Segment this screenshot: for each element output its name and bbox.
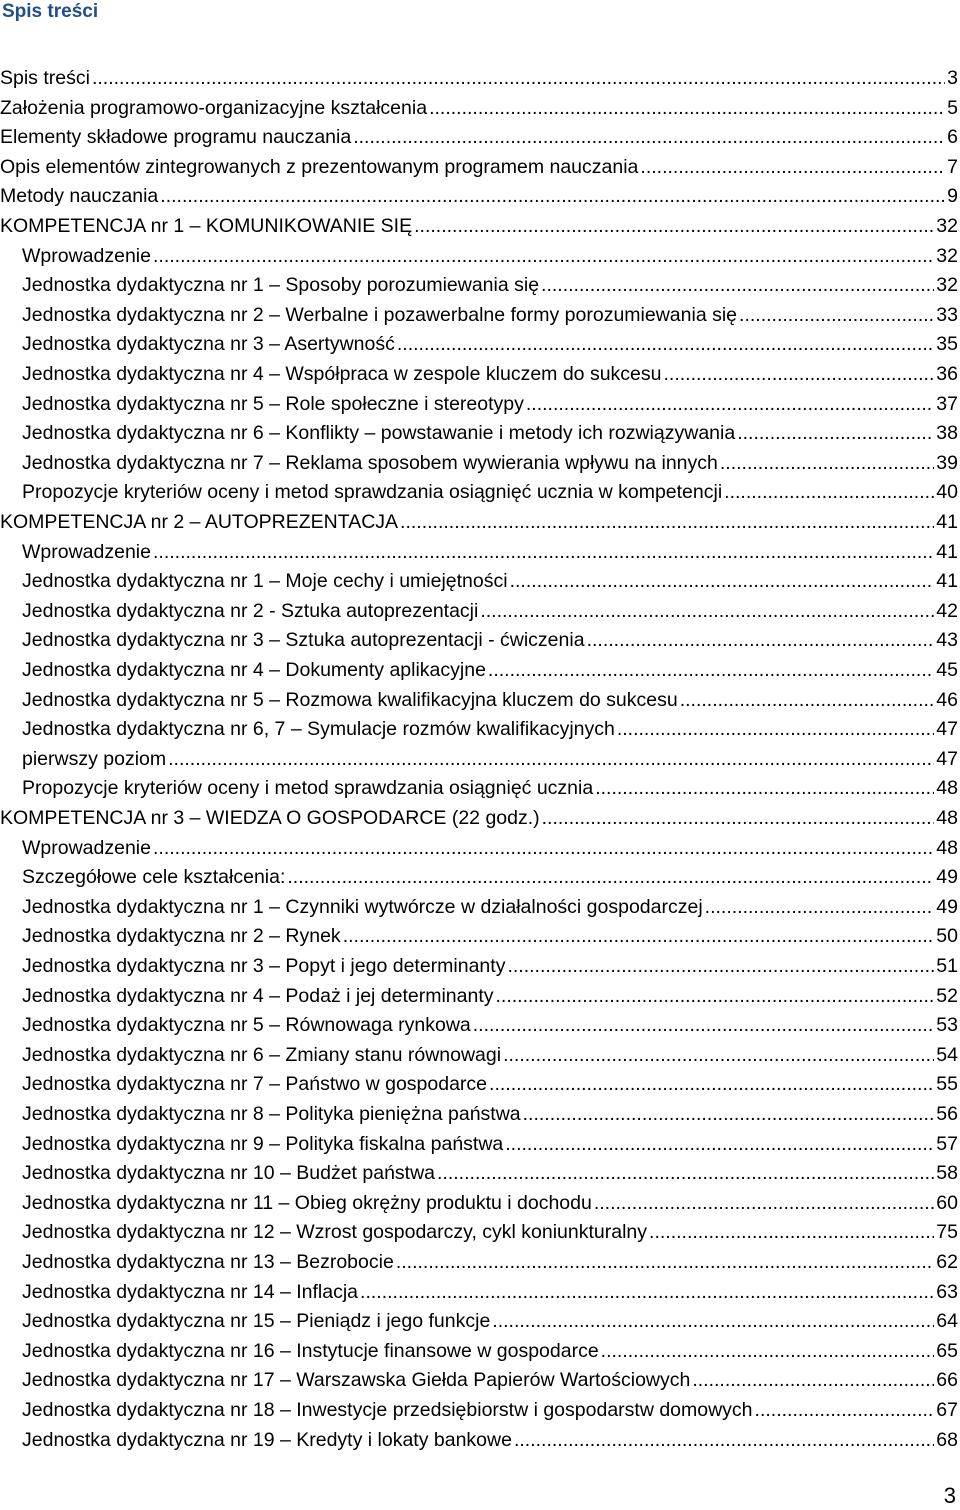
toc-dot-leader <box>755 1398 935 1422</box>
toc-entry-title: Jednostka dydaktyczna nr 17 – Warszawska Giełda Papierów Wartościowych <box>22 1369 691 1392</box>
toc-dot-leader <box>153 540 934 564</box>
toc-entry-title: KOMPETENCJA nr 1 – KOMUNIKOWANIE SIĘ <box>0 215 413 237</box>
toc-entry-title: Spis treści <box>0 67 90 89</box>
toc-entry[interactable] <box>0 1007 958 1037</box>
toc-entry[interactable] <box>0 1185 958 1215</box>
toc-entry[interactable] <box>0 1096 958 1126</box>
toc-entry-title: Jednostka dydaktyczna nr 4 – Współpraca w zespole kluczem do sukcesu <box>22 363 662 385</box>
toc-entry-page: 49 <box>936 866 958 889</box>
toc-dot-leader <box>507 954 934 978</box>
toc-dot-leader <box>737 421 934 445</box>
toc-dot-leader <box>400 510 934 534</box>
toc-dot-leader <box>514 1428 934 1452</box>
toc-entry-page: 68 <box>936 1428 958 1451</box>
toc-entry-title: Metody nauczania <box>0 185 159 208</box>
toc-entry-title: Jednostka dydaktyczna nr 6 – Konflikty – powstawanie i metody ich rozwiązywania <box>22 422 736 445</box>
toc-entry[interactable] <box>0 1244 958 1274</box>
toc-entry-title: Jednostka dydaktyczna nr 4 – Dokumenty aplikacyjne <box>22 659 486 681</box>
toc-dot-leader <box>343 924 935 948</box>
toc-entry[interactable] <box>0 386 958 416</box>
toc-entry[interactable] <box>0 297 958 327</box>
toc-entry-page: 64 <box>936 1310 958 1333</box>
toc-dot-leader <box>92 66 945 90</box>
toc-entry-title: Wprowadzenie <box>22 244 151 267</box>
toc-entry-title: Jednostka dydaktyczna nr 12 – Wzrost gospodarczy, cykl koniunkturalny <box>22 1221 648 1244</box>
toc-entry-title: Jednostka dydaktyczna nr 4 – Podaż i jej determinanty <box>22 984 494 1007</box>
toc-dot-leader <box>437 1161 934 1185</box>
toc-entry[interactable] <box>0 119 958 149</box>
toc-entry-title: Jednostka dydaktyczna nr 16 – Instytucje finansowe w gospodarce <box>22 1339 599 1362</box>
toc-entry[interactable] <box>0 1274 958 1304</box>
toc-entry-page: 67 <box>936 1399 958 1421</box>
toc-dot-leader <box>705 895 935 919</box>
toc-entry[interactable] <box>0 682 958 712</box>
toc-entry-page: 32 <box>936 215 958 237</box>
toc-entry[interactable] <box>0 711 958 741</box>
toc-entry-title: Jednostka dydaktyczna nr 1 – Moje cechy i umiejętności <box>22 570 508 593</box>
toc-entry-title: Wprowadzenie <box>22 540 151 563</box>
toc-dot-leader <box>488 658 934 682</box>
toc-entry-page: 41 <box>936 540 958 563</box>
toc-entry[interactable] <box>0 1392 958 1422</box>
toc-dot-leader <box>360 1280 934 1304</box>
toc-entry[interactable] <box>0 652 958 682</box>
toc-entry-title: Jednostka dydaktyczna nr 11 – Obieg okrężny produktu i dochodu <box>22 1191 592 1214</box>
toc-entry[interactable] <box>0 622 958 652</box>
toc-dot-leader <box>526 392 934 416</box>
toc-dot-leader <box>680 688 935 712</box>
toc-dot-leader <box>160 184 945 208</box>
toc-entry-title: Jednostka dydaktyczna nr 1 – Sposoby porozumiewania się <box>22 274 540 297</box>
toc-entry-title: Jednostka dydaktyczna nr 3 – Popyt i jego determinanty <box>22 955 506 977</box>
toc-entry[interactable] <box>0 978 958 1008</box>
toc-dot-leader <box>287 865 934 889</box>
toc-entry-page: 62 <box>936 1251 958 1273</box>
toc-dot-leader <box>587 628 935 652</box>
toc-dot-leader <box>601 1339 935 1363</box>
toc-dot-leader <box>595 776 934 800</box>
toc-entry-title: Jednostka dydaktyczna nr 5 – Role społeczne i stereotypy <box>22 392 524 415</box>
toc-dot-leader <box>503 1043 934 1067</box>
toc-entry[interactable] <box>0 326 958 356</box>
toc-dot-leader <box>496 984 935 1008</box>
toc-entry[interactable] <box>0 1066 958 1096</box>
toc-entry[interactable] <box>0 1037 958 1067</box>
toc-entry[interactable] <box>0 415 958 445</box>
toc-entry[interactable] <box>0 208 958 238</box>
toc-entry[interactable] <box>0 445 958 475</box>
toc-entry-title: Jednostka dydaktyczna nr 13 – Bezrobocie <box>22 1251 394 1273</box>
toc-entry-page: 41 <box>936 511 958 533</box>
toc-entry-title: Propozycje kryteriów oceny i metod sprawdzania osiągnięć ucznia w kompetencji <box>22 481 723 504</box>
toc-entry[interactable] <box>0 60 958 90</box>
toc-dot-leader <box>153 836 934 860</box>
toc-entry[interactable] <box>0 178 958 208</box>
toc-entry[interactable] <box>0 90 958 120</box>
toc-dot-leader <box>414 214 934 238</box>
toc-entry[interactable] <box>0 356 958 386</box>
toc-entry[interactable] <box>0 149 958 179</box>
toc-entry-title: Jednostka dydaktyczna nr 8 – Polityka pieniężna państwa <box>22 1103 521 1125</box>
toc-entry-page: 60 <box>936 1191 958 1214</box>
toc-entry-title: Jednostka dydaktyczna nr 10 – Budżet państwa <box>22 1162 436 1185</box>
toc-entry-page: 39 <box>936 451 958 474</box>
toc-entry-page: 42 <box>936 599 958 622</box>
toc-entry-page: 48 <box>936 777 958 800</box>
toc-entry-page: 3 <box>947 67 958 89</box>
toc-entry-title: Jednostka dydaktyczna nr 3 – Sztuka autoprezentacji - ćwiczenia <box>22 629 585 652</box>
toc-entry[interactable] <box>0 770 958 800</box>
toc-entry-title: Jednostka dydaktyczna nr 2 – Rynek <box>22 925 341 948</box>
toc-entry-page: 52 <box>936 984 958 1007</box>
toc-entry-page: 32 <box>936 274 958 297</box>
toc-entry-page: 56 <box>936 1103 958 1125</box>
toc-entry-title: Jednostka dydaktyczna nr 19 – Kredyty i lokaty bankowe <box>22 1428 512 1451</box>
toc-entry-title: Wprowadzenie <box>22 836 151 859</box>
toc-entry[interactable] <box>0 918 958 948</box>
toc-entry-page: 54 <box>936 1043 958 1066</box>
toc-entry-title: Opis elementów zintegrowanych z prezentowanym programem nauczania <box>0 155 639 178</box>
toc-dot-leader <box>663 362 934 386</box>
toc-entry-page: 46 <box>936 688 958 711</box>
toc-entry-title: Jednostka dydaktyczna nr 2 - Sztuka autoprezentacji <box>22 599 479 622</box>
toc-entry[interactable] <box>0 593 958 623</box>
toc-dot-leader <box>649 1220 934 1244</box>
toc-entry[interactable] <box>0 534 958 564</box>
toc-entry-title: Jednostka dydaktyczna nr 7 – Reklama sposobem wywierania wpływu na innych <box>22 451 718 474</box>
toc-entry-title: Jednostka dydaktyczna nr 5 – Równowaga rynkowa <box>22 1014 471 1037</box>
toc-entry[interactable] <box>0 267 958 297</box>
toc-entry[interactable] <box>0 1126 958 1156</box>
toc-entry-page: 41 <box>936 570 958 593</box>
toc-entry-page: 53 <box>936 1014 958 1037</box>
toc-entry-title: pierwszy poziom <box>22 747 167 770</box>
toc-entry-page: 45 <box>936 659 958 681</box>
toc-dot-leader <box>168 747 934 771</box>
toc-entry[interactable] <box>0 1362 958 1392</box>
toc-entry-page: 63 <box>936 1280 958 1303</box>
toc-entry-page: 50 <box>936 925 958 948</box>
toc-dot-leader <box>739 303 934 327</box>
toc-entry-title: Jednostka dydaktyczna nr 18 – Inwestycje przedsiębiorstw i gospodarstw domowych <box>22 1399 753 1421</box>
toc-entry[interactable] <box>0 800 958 830</box>
toc-entry[interactable] <box>0 948 958 978</box>
toc-entry[interactable] <box>0 1303 958 1333</box>
toc-dot-leader <box>594 1191 934 1215</box>
toc-entry[interactable] <box>0 504 958 534</box>
toc-dot-leader <box>396 1250 934 1274</box>
toc-dot-leader <box>541 273 934 297</box>
toc-entry-title: Jednostka dydaktyczna nr 14 – Inflacja <box>22 1280 359 1303</box>
toc-entry-title: Założenia programowo-organizacyjne kształcenia <box>0 96 428 119</box>
toc-dot-leader <box>505 1132 934 1156</box>
toc-entry-title: Jednostka dydaktyczna nr 9 – Polityka fiskalna państwa <box>22 1132 504 1155</box>
toc-entry[interactable] <box>0 1422 958 1452</box>
toc-entry-page: 38 <box>936 422 958 445</box>
toc-dot-leader <box>542 806 935 830</box>
toc-entry-title: Jednostka dydaktyczna nr 6 – Zmiany stanu równowagi <box>22 1043 502 1066</box>
toc-entry-title: Jednostka dydaktyczna nr 15 – Pieniądz i jego funkcje <box>22 1310 491 1333</box>
toc-entry-page: 33 <box>936 303 958 326</box>
toc-entry[interactable] <box>0 1333 958 1363</box>
toc-entry-page: 66 <box>936 1369 958 1392</box>
toc-dot-leader <box>523 1102 935 1126</box>
toc-dot-leader <box>510 569 935 593</box>
toc-entry[interactable] <box>0 859 958 889</box>
toc-entry-page: 5 <box>947 96 958 119</box>
toc-entry-title: Jednostka dydaktyczna nr 7 – Państwo w gospodarce <box>22 1073 488 1096</box>
toc-dot-leader <box>489 1072 934 1096</box>
toc-entry-title: Jednostka dydaktyczna nr 5 – Rozmowa kwalifikacyjna kluczem do sukcesu <box>22 688 678 711</box>
toc-entry-page: 55 <box>936 1073 958 1096</box>
toc-dot-leader <box>480 599 934 623</box>
toc-dot-leader <box>720 451 934 475</box>
toc-entry-page: 48 <box>936 807 958 829</box>
toc-entry-page: 51 <box>936 955 958 977</box>
toc-dot-leader <box>153 244 934 268</box>
toc-entry-title: Propozycje kryteriów oceny i metod sprawdzania osiągnięć ucznia <box>22 777 594 800</box>
toc-entry-title: Jednostka dydaktyczna nr 3 – Asertywność <box>22 333 395 356</box>
toc-entry-title: KOMPETENCJA nr 2 – AUTOPREZENTACJA <box>0 511 399 533</box>
toc-entry-title: KOMPETENCJA nr 3 – WIEDZA O GOSPODARCE (22 godz.) <box>0 807 540 829</box>
toc-entry-title: Szczegółowe cele kształcenia: <box>22 866 286 889</box>
toc-entry-page: 35 <box>936 333 958 356</box>
toc-entry[interactable] <box>0 741 958 771</box>
toc-entry-title: Elementy składowe programu nauczania <box>0 126 352 149</box>
toc-dot-leader <box>492 1309 934 1333</box>
toc-entry-page: 37 <box>936 392 958 415</box>
toc-entry-page: 47 <box>936 747 958 770</box>
toc-entry-title: Jednostka dydaktyczna nr 6, 7 – Symulacje rozmów kwalifikacyjnych <box>22 718 615 741</box>
toc-entry[interactable] <box>0 238 958 268</box>
toc-dot-leader <box>617 717 934 741</box>
toc-entry-page: 47 <box>936 718 958 741</box>
toc-entry-page: 57 <box>936 1132 958 1155</box>
toc-entry-page: 58 <box>936 1162 958 1185</box>
toc-entry[interactable] <box>0 889 958 919</box>
toc-entry[interactable] <box>0 563 958 593</box>
toc-entry-page: 9 <box>947 185 958 208</box>
toc-dot-leader <box>353 125 945 149</box>
toc-dot-leader <box>640 155 945 179</box>
toc-entry[interactable] <box>0 474 958 504</box>
toc-dot-leader <box>397 332 934 356</box>
toc-dot-leader <box>724 480 934 504</box>
toc-entry-page: 40 <box>936 481 958 504</box>
toc-heading: Spis treści <box>2 1 99 22</box>
toc-entry-page: 7 <box>947 155 958 178</box>
toc-entry[interactable] <box>0 1155 958 1185</box>
toc-entry-title: Jednostka dydaktyczna nr 1 – Czynniki wytwórcze w działalności gospodarczej <box>22 895 703 918</box>
toc-dot-leader <box>473 1013 935 1037</box>
toc-entry[interactable] <box>0 1214 958 1244</box>
toc-entry-page: 36 <box>936 363 958 385</box>
toc-entry-page: 32 <box>936 244 958 267</box>
toc-dot-leader <box>692 1368 934 1392</box>
toc-entry-page: 65 <box>936 1339 958 1362</box>
toc-entry-page: 43 <box>936 629 958 652</box>
toc-entry-page: 49 <box>936 895 958 918</box>
toc-entry-page: 75 <box>936 1221 958 1244</box>
toc-entry-title: Jednostka dydaktyczna nr 2 – Werbalne i pozawerbalne formy porozumiewania się <box>22 303 738 326</box>
toc-dot-leader <box>429 96 945 120</box>
toc-entry-page: 6 <box>947 126 958 149</box>
toc-entry-page: 48 <box>936 836 958 859</box>
toc-entry[interactable] <box>0 830 958 860</box>
footer-page-number: 3 <box>943 1483 956 1508</box>
